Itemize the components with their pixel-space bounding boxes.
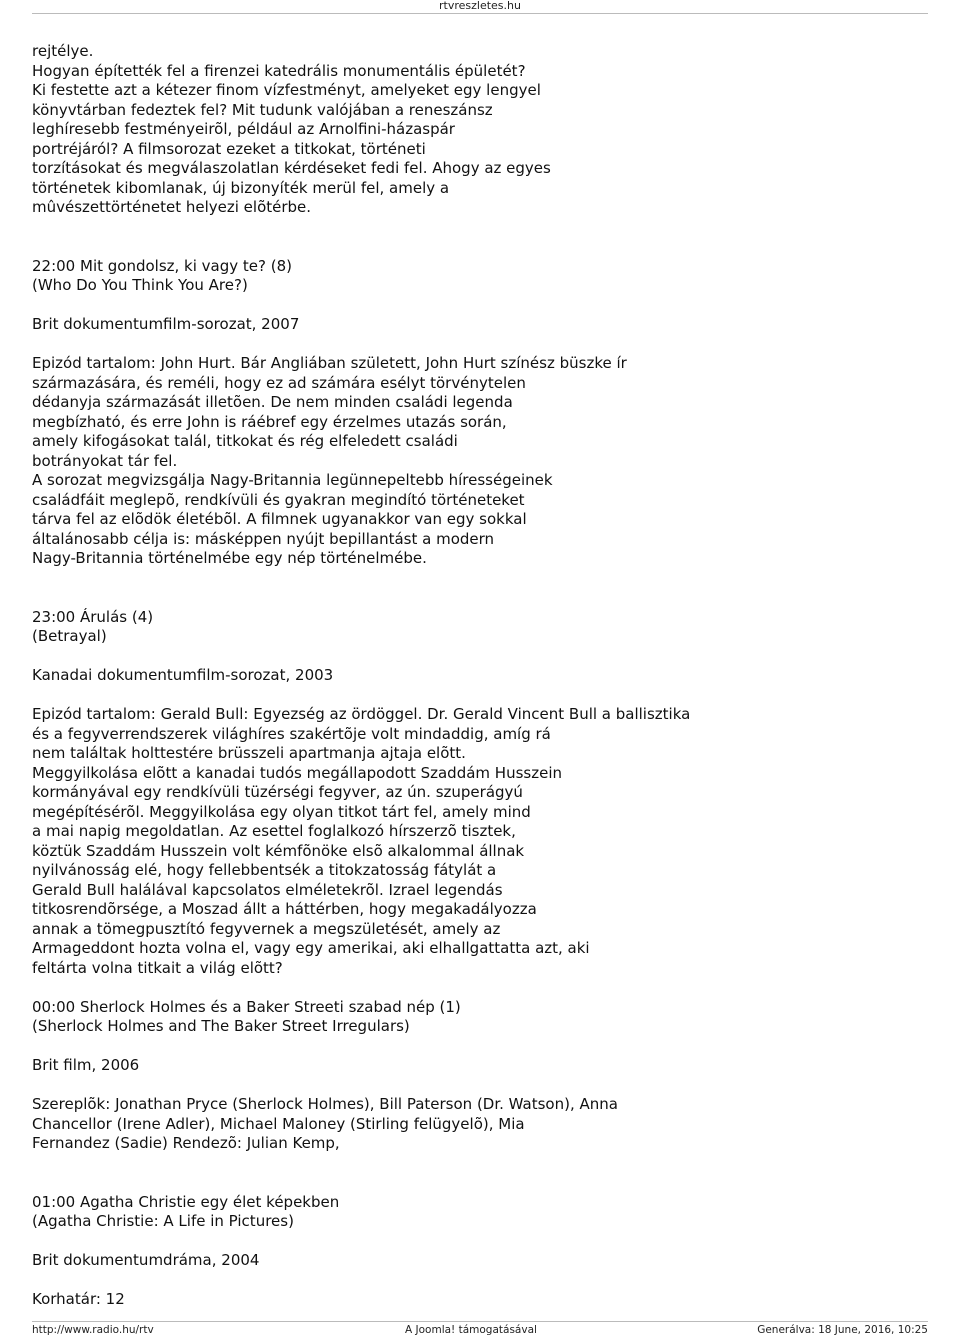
program-title-0100: 01:00 Agatha Christie egy élet képekben (Agatha Christie: A Life in Pictures) — [32, 1192, 340, 1230]
program-genre-2300: Kanadai dokumentumfilm-sorozat, 2003 — [32, 666, 334, 684]
program-title-2300: 23:00 Árulás (4) (Betrayal) — [32, 607, 154, 645]
article-body — [32, 42, 732, 1310]
program-cast-0000: Szereplõk: Jonathan Pryce (Sherlock Holmes), Bill Paterson (Dr. Watson), Anna Chancellor (Irene Adler), Michael Maloney (Stirling felügyelõ), Mia Fernandez (Sadie) Rendezõ: Julian Kemp, — [32, 1095, 618, 1152]
footer-divider — [32, 1321, 928, 1322]
program-genre-2200: Brit dokumentumfilm-sorozat, 2007 — [32, 315, 300, 333]
footer-url-link[interactable]: http://www.radio.hu/rtv — [32, 1324, 154, 1336]
site-header: rtvreszletes.hu — [439, 0, 521, 12]
intro-paragraph: rejtélye. Hogyan építették fel a firenzei katedrális monumentális épületét? Ki festette azt a kétezer finom vízfestményt, amelyeket egy lengyel könyvtárban fedeztek fel? Mit tudunk valójában a reneszánsz leghíresebb festményeirõl, például az Arnolfini-házaspár portréjáról? A filmsorozat ezeket a titkokat, történeti torzításokat és megválaszolatlan kérdéseket fedi fel. Ahogy az egyes történetek kibomlanak, új bizonyíték merül fel, amely a mûvészettörténetet helyezi elõtérbe. — [32, 42, 551, 216]
footer-generated-date: Generálva: 18 June, 2016, 10:25 — [757, 1324, 928, 1336]
program-description-2300: Epizód tartalom: Gerald Bull: Egyezség az ördöggel. Dr. Gerald Vincent Bull a ballisztika és a fegyverrendszerek világhíres szakértõje volt mindaddig, amíg rá nem találtak holttestére brüsszeli apartmanja ajtaja elõtt. Meggyilkolása elõtt a kanadai tudós megállapodott Szaddám Husszein kormányával egy rendkívüli tüzérségi fegyver, az ún. szuperágyú megépítésérõl. Meggyilkolása egy olyan titkot tárt fel, amely mind a mai napig megoldatlan. Az esettel foglalkozó hírszerzõ tisztek, köztük Szaddám Husszein volt kémfõnöke elsõ alkalommal állnak nyilvánosság elé, hogy fellebbentsék a titokzatosság fátylát a Gerald Bull halálával kapcsolatos elméletekrõl. Izrael legendás titkosrendõrsége, a Moszad állt a háttérben, hogy megakadályozza annak a tömegpusztító fegyvernek a megszületését, amely az Armageddont hozta volna el, vagy egy amerikai, aki elhallgattatta azt, aki feltárta volna titkait a világ elõtt? — [32, 705, 691, 977]
program-title-0000: 00:00 Sherlock Holmes és a Baker Streeti szabad nép (1) (Sherlock Holmes and The Baker Street Irregulars) — [32, 997, 461, 1035]
footer-powered-by: A Joomla! támogatásával — [405, 1324, 537, 1336]
program-title-2200: 22:00 Mit gondolsz, ki vagy te? (8) (Who Do You Think You Are?) — [32, 256, 292, 294]
page-footer — [32, 1324, 928, 1338]
program-genre-0000: Brit film, 2006 — [32, 1056, 140, 1074]
program-genre-0100: Brit dokumentumdráma, 2004 — [32, 1251, 260, 1269]
program-description-2200: Epizód tartalom: John Hurt. Bár Angliában született, John Hurt színész büszke ír származására, és reméli, hogy ez ad számára esélyt törvénytelen dédanyja származását illetõen. De nem minden családi legenda megbízható, és erre John is ráébref egy érzelmes utazás során, amely kifogásokat talál, titkokat és rég elfeledett családi botrányokat tár fel. A sorozat megvizsgálja Nagy-Britannia legünnepeltebb hírességeinek családfáit meglepõ, rendkívüli és gyakran megindító történeteket tárva fel az elõdök életébõl. A filmnek ugyanakkor van egy sokkal általánosabb célja is: másképpen nyújt bepillantást a modern Nagy-Britannia történelmébe egy nép történelmébe. — [32, 354, 627, 567]
age-rating: Korhatár: 12 — [32, 1290, 125, 1308]
header-divider — [32, 13, 928, 14]
